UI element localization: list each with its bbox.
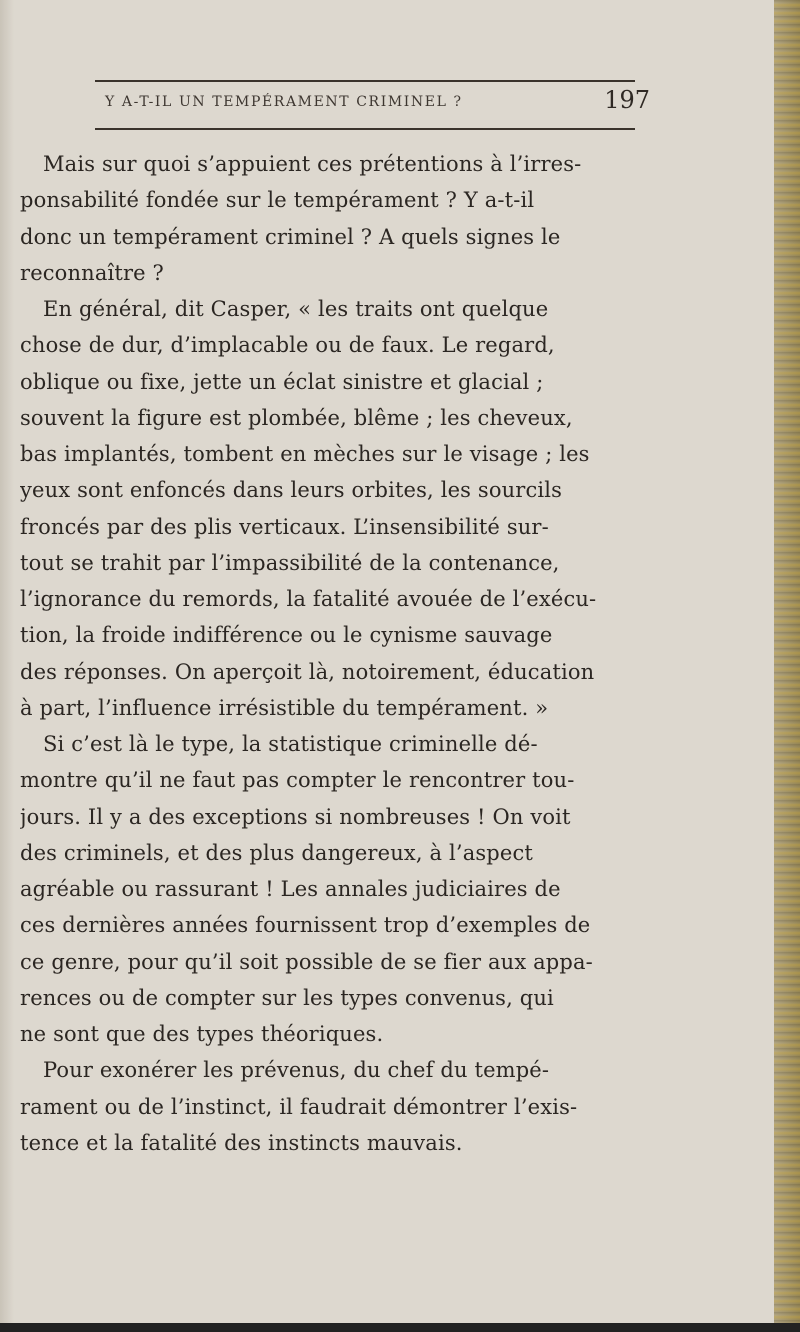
- page-number: 197: [604, 86, 650, 114]
- text-line: tence et la fatalité des instincts mauvais.: [20, 1130, 463, 1155]
- text-line: souvent la figure est plombée, blême ; les cheveux,: [20, 405, 573, 430]
- text-line: ces dernières années fournissent trop d’exemples de: [20, 913, 591, 938]
- text-line: ce genre, pour qu’il soit possible de se fier aux appa-: [20, 949, 593, 974]
- text-line: rences ou de compter sur les types convenus, qui: [20, 985, 554, 1010]
- text-line: chose de dur, d’implacable ou de faux. Le regard,: [20, 333, 555, 358]
- body-text: [20, 146, 660, 1161]
- text-line: des réponses. On aperçoit là, notoirement, éducation: [20, 659, 595, 684]
- page-edge: [774, 0, 800, 1332]
- text-line: agréable ou rassurant ! Les annales judiciaires de: [20, 877, 561, 901]
- text-line: froncés par des plis verticaux. L’insensibilité sur-: [20, 514, 549, 539]
- text-line: l’ignorance du remords, la fatalité avouée de l’exécu-: [20, 587, 597, 611]
- text-line: jours. Il y a des exceptions si nombreuses ! On voit: [20, 804, 571, 829]
- text-line: donc un tempérament criminel ? A quels signes le: [20, 224, 561, 249]
- text-line: yeux sont enfoncés dans leurs orbites, les sourcils: [20, 478, 563, 503]
- text-line: montre qu’il ne faut pas compter le rencontrer tou-: [20, 768, 575, 793]
- text-line: Mais sur quoi s’appuient ces prétentions à l’irres-: [43, 152, 582, 176]
- header-rule-bottom: [95, 128, 635, 130]
- text-line: rament ou de l’instinct, il faudrait démontrer l’exis-: [20, 1094, 578, 1119]
- scan-bottom-edge: [0, 1323, 800, 1332]
- text-line: tion, la froide indifférence ou le cynisme sauvage: [20, 623, 553, 648]
- header-rule-top: [95, 80, 635, 82]
- text-line: reconnaître ?: [20, 260, 164, 285]
- running-title: Y A-T-IL UN TEMPÉRAMENT CRIMINEL ?: [105, 94, 463, 110]
- text-line: des criminels, et des plus dangereux, à l’aspect: [20, 840, 533, 865]
- text-line: bas implantés, tombent en mèches sur le visage ; les: [20, 442, 590, 466]
- text-line: En général, dit Casper, « les traits ont quelque: [43, 297, 549, 321]
- text-line: ponsabilité fondée sur le tempérament ? Y a-t-il: [20, 188, 535, 213]
- text-line: à part, l’influence irrésistible du tempérament. »: [20, 695, 549, 720]
- text-line: oblique ou fixe, jette un éclat sinistre et glacial ;: [20, 369, 544, 394]
- text-line: tout se trahit par l’impassibilité de la contenance,: [20, 550, 560, 575]
- text-line: ne sont que des types théoriques.: [20, 1022, 384, 1046]
- running-header: [95, 88, 650, 120]
- scan-shadow-left: [0, 0, 14, 1332]
- text-line: Si c’est là le type, la statistique criminelle dé-: [43, 732, 538, 756]
- text-line: Pour exonérer les prévenus, du chef du tempé-: [43, 1058, 550, 1083]
